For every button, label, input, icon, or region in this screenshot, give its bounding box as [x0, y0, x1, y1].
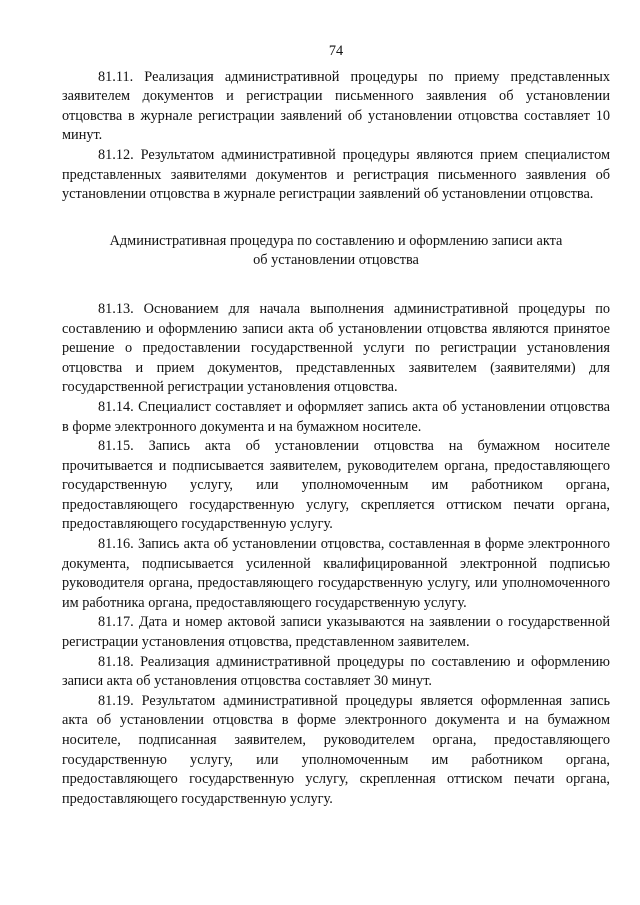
- section-heading: [62, 232, 610, 271]
- paragraph-81-16: 81.16. Запись акта об установлении отцовства, составленная в форме электронного документа, подписывается усиленной квалифицированной электронной подписью руководителя органа, предоставляющего государственную услугу, или уполномоченного им работника органа, предоставляющего государственную услугу.: [62, 536, 610, 611]
- paragraph-81-19: 81.19. Результатом административной процедуры является оформленная запись акта об установлении отцовства в форме электронного документа и на бумажном носителе, подписанная заявителем, руководителем органа, предоставляющего государственную услугу, или уполномоченным им работником органа, предоставляющего государственную услугу, скрепленная оттиском печати органа, предоставляющего государственную услугу.: [62, 692, 610, 807]
- page-number: 74: [328, 43, 344, 59]
- paragraph-81-17: 81.17. Дата и номер актовой записи указываются на заявлении о государственной регистрации установления отцовства, представленном заявителем.: [62, 614, 610, 651]
- section-heading-line-1: Административная процедура по составлению и оформлению записи акта: [109, 232, 563, 249]
- section-heading-line-2: об установлении отцовства: [253, 252, 419, 269]
- paragraph-81-14: 81.14. Специалист составляет и оформляет запись акта об установлении отцовства в форме электронного документа и на бумажном носителе.: [62, 398, 610, 435]
- paragraph-81-12: 81.12. Результатом административной процедуры являются прием специалистом представленных заявителями документов и регистрация письменного заявления об установлении отцовства в журнале регистрации заявлений об установлении отцовства.: [62, 146, 610, 203]
- paragraph-81-18: 81.18. Реализация административной процедуры по составлению и оформлению записи акта об установления отцовства составляет 30 минут.: [62, 653, 610, 690]
- paragraph-81-11: 81.11. Реализация административной процедуры по приему представленных заявителем документов и регистрации письменного заявления об установлении отцовства в журнале регистрации заявлений об установлении отцовства составляет 10 минут.: [62, 68, 610, 144]
- paragraph-81-13: 81.13. Основанием для начала выполнения административной процедуры по составлению и оформлению записи акта об установлении отцовства являются принятое решение о предоставлении государственной услуги по регистрации установления отцовства и прием документов, представленных заявителем (заявителями) для государственной регистрации установления отцовства.: [62, 300, 610, 396]
- paragraph-81-15: 81.15. Запись акта об установлении отцовства на бумажном носителе прочитывается и подписывается заявителем, руководителем органа, предоставляющего государственную услугу, или уполномоченным им работником органа, предоставляющего государственную услугу, скрепляется оттиском печати органа, предоставляющего государственную услугу.: [62, 438, 610, 533]
